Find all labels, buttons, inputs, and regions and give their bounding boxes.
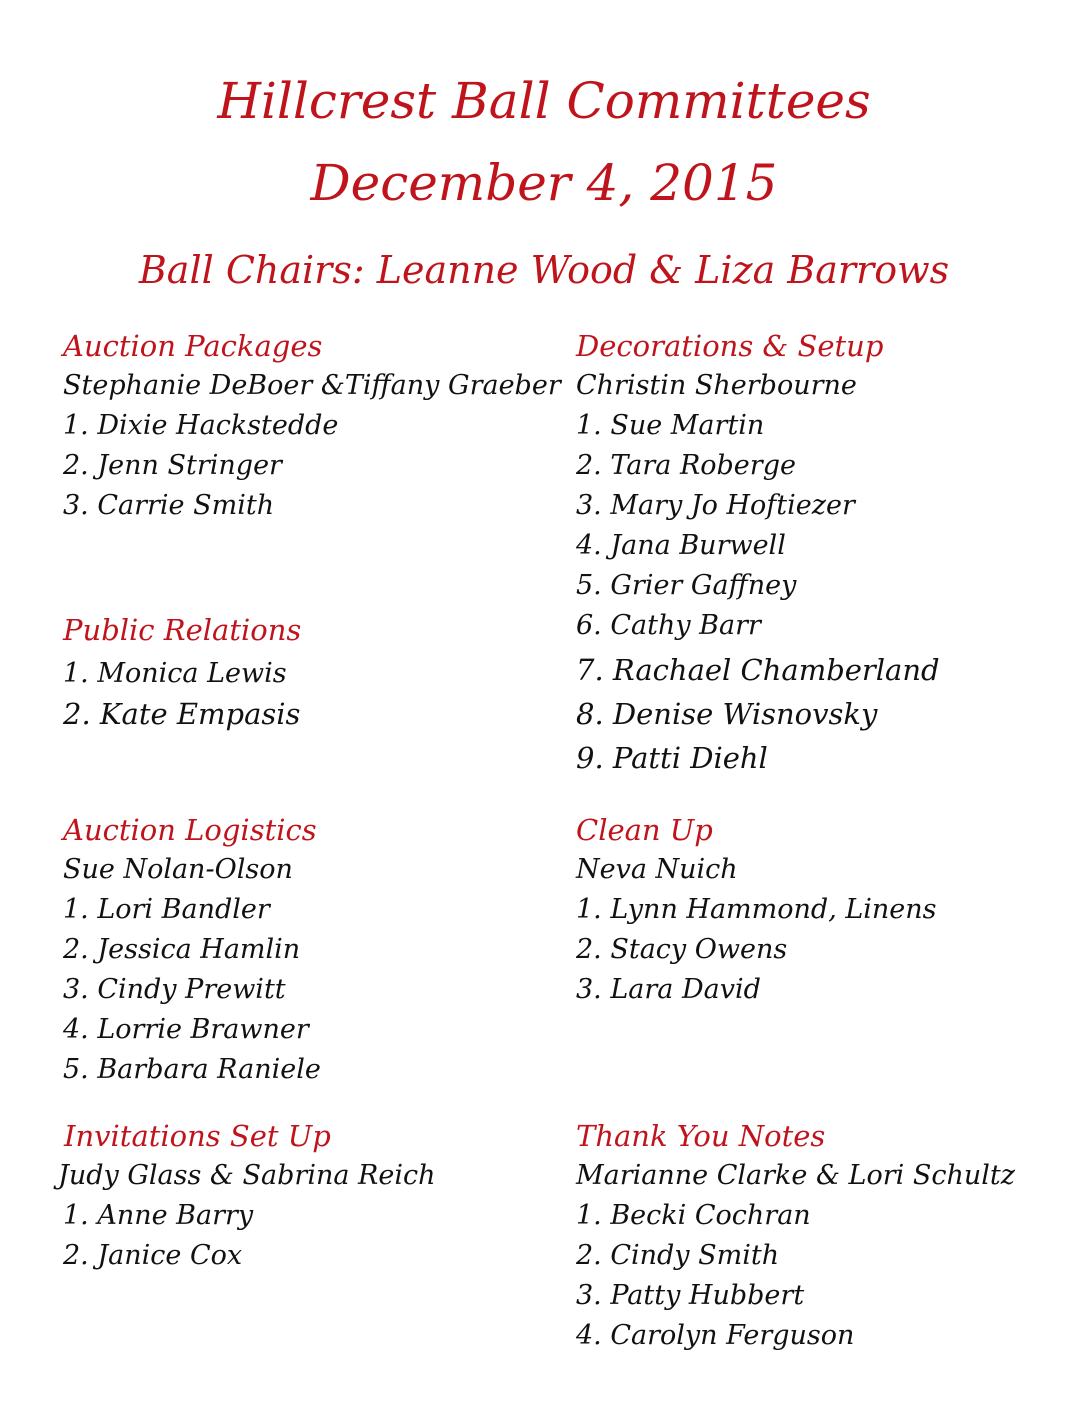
member-list: [576, 1196, 1015, 1356]
ball-chairs: Ball Chairs: Leanne Wood & Liza Barrows: [138, 248, 950, 292]
section-heading: Public Relations: [63, 613, 302, 647]
section-heading: Thank You Notes: [576, 1119, 826, 1153]
event-date: December 4, 2015: [310, 154, 778, 212]
section-auction-packages: [63, 326, 561, 526]
list-item: 1. Lynn Hammond, Linens: [576, 894, 937, 925]
section-auction-logistics: [63, 810, 321, 1090]
list-item: 4. Lorrie Brawner: [63, 1014, 309, 1045]
section-heading: Decorations & Setup: [576, 329, 884, 363]
list-item: 3. Carrie Smith: [63, 490, 275, 521]
list-item: 2. Kate Empasis: [63, 697, 301, 731]
list-item: 6. Cathy Barr: [576, 610, 761, 641]
list-item: 2. Tara Roberge: [576, 450, 796, 481]
list-item: 5. Barbara Raniele: [63, 1054, 321, 1085]
section-thank-you-notes: [576, 1116, 1015, 1356]
list-item: 5. Grier Gaffney: [576, 570, 797, 601]
list-item: 3. Patty Hubbert: [576, 1280, 805, 1311]
list-item: 4. Jana Burwell: [576, 530, 786, 561]
member-list: [576, 406, 940, 648]
member-list: [576, 890, 937, 1010]
section-clean-up: [576, 810, 937, 1010]
section-lead: Christin Sherbourne: [576, 370, 857, 401]
section-lead: Marianne Clarke & Lori Schultz: [576, 1160, 1015, 1191]
list-item: 1. Sue Martin: [576, 410, 765, 441]
section-heading: Invitations Set Up: [64, 1119, 331, 1153]
list-item: 7. Rachael Chamberland: [576, 653, 940, 687]
section-lead: Sue Nolan-Olson: [63, 854, 293, 885]
list-item: 2. Janice Cox: [63, 1240, 243, 1271]
list-item: 2. Jenn Stringer: [63, 450, 282, 481]
list-item: 1. Dixie Hackstedde: [63, 410, 339, 441]
section-lead: Neva Nuich: [576, 854, 738, 885]
page-title: Hillcrest Ball Committees: [217, 72, 871, 130]
section-decorations: [576, 326, 940, 780]
section-heading: Clean Up: [576, 813, 713, 847]
section-heading: Auction Logistics: [63, 813, 317, 847]
section-public-relations: [63, 610, 301, 734]
member-list: [63, 890, 321, 1090]
list-item: 1. Lori Bandler: [63, 894, 270, 925]
section-lead: Judy Glass & Sabrina Reich: [58, 1160, 436, 1191]
list-item: 1. Monica Lewis: [63, 658, 287, 689]
list-item: 1. Becki Cochran: [576, 1200, 811, 1231]
member-list: [63, 654, 301, 734]
list-item: 2. Jessica Hamlin: [63, 934, 301, 965]
list-item: 9. Patti Diehl: [576, 741, 768, 775]
list-item: 1. Anne Barry: [63, 1200, 254, 1231]
list-item: 3. Lara David: [576, 974, 761, 1005]
member-list-large: [576, 648, 940, 780]
section-lead: Stephanie DeBoer &Tiffany Graeber: [63, 370, 561, 401]
list-item: 8. Denise Wisnovsky: [576, 697, 878, 731]
member-list: [63, 406, 561, 526]
list-item: 3. Cindy Prewitt: [63, 974, 286, 1005]
list-item: 2. Cindy Smith: [576, 1240, 780, 1271]
list-item: 4. Carolyn Ferguson: [576, 1320, 855, 1351]
list-item: 2. Stacy Owens: [576, 934, 788, 965]
list-item: 3. Mary Jo Hoftiezer: [576, 490, 855, 521]
section-heading: Auction Packages: [63, 329, 323, 363]
section-invitations: [58, 1116, 436, 1276]
member-list: [58, 1196, 436, 1276]
